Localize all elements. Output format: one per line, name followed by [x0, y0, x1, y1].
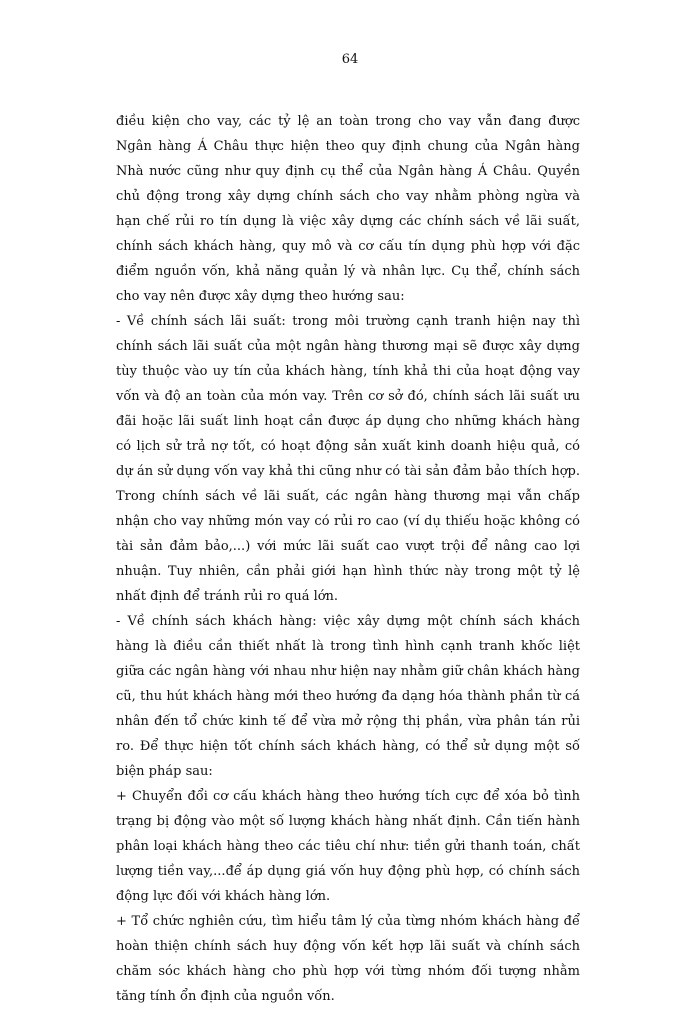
page-number: 64 [341, 52, 359, 67]
body-text [116, 109, 580, 1009]
paragraph-intro: điều kiện cho vay, các tỷ lệ an toàn trong cho vay vẫn đang được Ngân hàng Á Châu thực hiện theo quy định chung của Ngân hàng Nhà nước cũng như quy định cụ thể của Ngân hàng Á Châu. Quyền chủ động trong xây dựng chính sách cho vay nhằm phòng ngừa và hạn chế rủi ro tín dụng là việc xây dựng các chính sách về lãi suất, chính sách khách hàng, quy mô và cơ cấu tín dụng phù hợp với đặc điểm nguồn vốn, khả năng quản lý và nhân lực. Cụ thể, chính sách cho vay nên được xây dựng theo hướng sau: [116, 114, 580, 304]
paragraph-measure-1: + Chuyển đổi cơ cấu khách hàng theo hướng tích cực để xóa bỏ tình trạng bị động vào một số lượng khách hàng nhất định. Cần tiến hành phân loại khách hàng theo các tiêu chí như: tiền gửi thanh toán, chất lượng tiền vay,...để áp dụng giá vốn huy động phù hợp, có chính sách động lực đối với khách hàng lớn. [116, 789, 580, 904]
paragraph-interest-rate-policy: - Về chính sách lãi suất: trong môi trường cạnh tranh hiện nay thì chính sách lãi suất của một ngân hàng thương mại sẽ được xây dựng tùy thuộc vào uy tín của khách hàng, tính khả thi của hoạt động vay vốn và độ an toàn của món vay. Trên cơ sở đó, chính sách lãi suất ưu đãi hoặc lãi suất linh hoạt cần được áp dụng cho những khách hàng có lịch sử trả nợ tốt, có hoạt động sản xuất kinh doanh hiệu quả, có dự án sử dụng vốn vay khả thi cũng như có tài sản đảm bảo thích hợp. Trong chính sách về lãi suất, các ngân hàng thương mại vẫn chấp nhận cho vay những món vay có rủi ro cao (ví dụ thiếu hoặc không có tài sản đảm bảo,...) với mức lãi suất cao vượt trội để nâng cao lợi nhuận. Tuy nhiên, cần phải giới hạn hình thức này trong một tỷ lệ nhất định để tránh rủi ro quá lớn. [116, 314, 580, 604]
paragraph-customer-policy: - Về chính sách khách hàng: việc xây dựng một chính sách khách hàng là điều cần thiết nhất là trong tình hình cạnh tranh khốc liệt giữa các ngân hàng với nhau như hiện nay nhằm giữ chân khách hàng cũ, thu hút khách hàng mới theo hướng đa dạng hóa thành phần từ cá nhân đến tổ chức kinh tế để vừa mở rộng thị phần, vừa phân tán rủi ro. Để thực hiện tốt chính sách khách hàng, có thể sử dụng một số biện pháp sau: [116, 614, 580, 779]
paragraph-measure-2: + Tổ chức nghiên cứu, tìm hiểu tâm lý của từng nhóm khách hàng để hoàn thiện chính sách huy động vốn kết hợp lãi suất và chính sách chăm sóc khách hàng cho phù hợp với từng nhóm đối tượng nhằm tăng tính ổn định của nguồn vốn. [116, 914, 580, 1004]
